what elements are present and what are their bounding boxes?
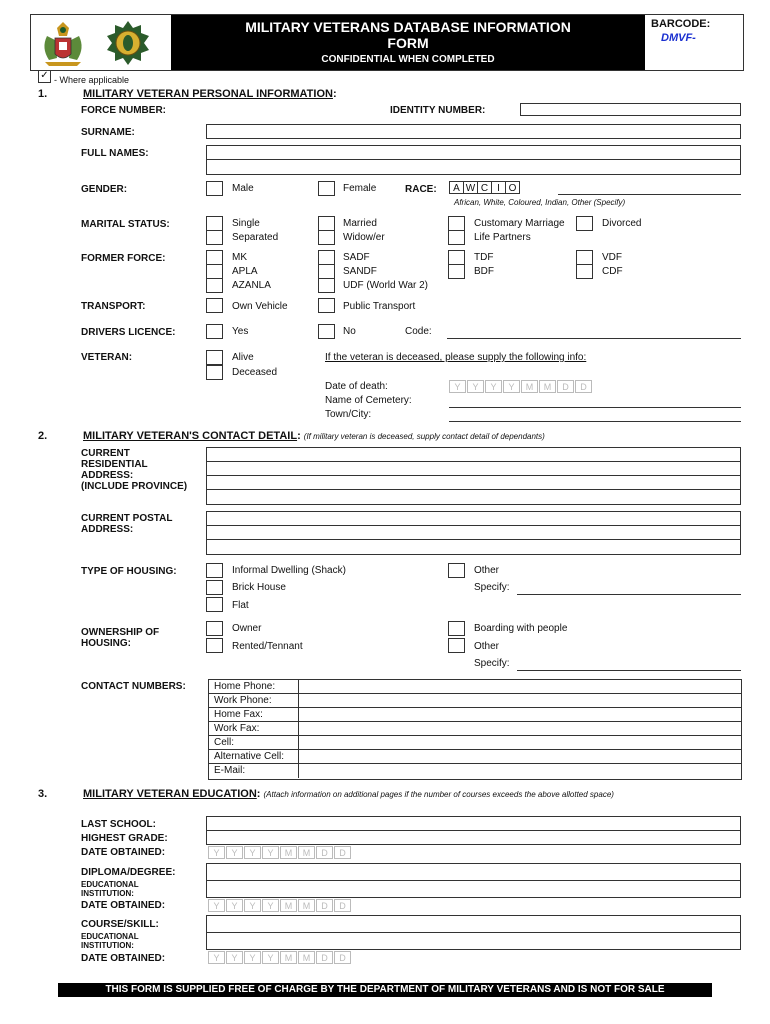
tdf-checkbox[interactable] bbox=[448, 250, 465, 265]
widower-label: Widow/er bbox=[343, 232, 385, 243]
apla-checkbox[interactable] bbox=[206, 264, 223, 279]
azanla-checkbox[interactable] bbox=[206, 278, 223, 293]
housing-specify-label: Specify: bbox=[474, 582, 510, 593]
footer-text: THIS FORM IS SUPPLIED FREE OF CHARGE BY THE DEPARTMENT OF MILITARY VETERANS AND IS NOT FOR SALE bbox=[105, 984, 665, 995]
coat-of-arms-logo bbox=[37, 18, 89, 68]
full-names-label: FULL NAMES: bbox=[81, 148, 149, 159]
licence-yes-checkbox[interactable] bbox=[206, 324, 223, 339]
licence-yes-label: Yes bbox=[232, 326, 249, 337]
divorced-label: Divorced bbox=[602, 218, 642, 229]
ownership-other-label: Other bbox=[474, 641, 500, 652]
bdf-label: BDF bbox=[474, 266, 494, 277]
diploma-date-cells[interactable]: Y Y Y Y M M D D bbox=[208, 899, 352, 912]
race-code-c[interactable]: C bbox=[477, 181, 492, 194]
race-code-o[interactable]: O bbox=[505, 181, 520, 194]
contact-row-work-phone[interactable]: Work Phone: bbox=[209, 694, 741, 708]
udf-label: UDF (World War 2) bbox=[343, 280, 428, 291]
course-label: COURSE/SKILL: bbox=[81, 919, 159, 930]
identity-number-label: IDENTITY NUMBER: bbox=[390, 105, 486, 116]
ownership-specify-label: Specify: bbox=[474, 658, 510, 669]
apla-label: APLA bbox=[232, 266, 258, 277]
own-vehicle-checkbox[interactable] bbox=[206, 298, 223, 313]
sadf-checkbox[interactable] bbox=[318, 250, 335, 265]
deceased-note: If the veteran is deceased, please supply the following info: bbox=[325, 352, 587, 363]
separated-label: Separated bbox=[232, 232, 279, 243]
housing-type-label: TYPE OF HOUSING: bbox=[81, 566, 177, 577]
ownership-specify-line[interactable] bbox=[517, 670, 741, 671]
form-title-line2: FORM bbox=[387, 35, 429, 51]
school-field[interactable] bbox=[206, 816, 741, 845]
life-partners-checkbox[interactable] bbox=[448, 230, 465, 245]
sandf-label: SANDF bbox=[343, 266, 377, 277]
school-date-cells[interactable]: Y Y Y Y M M D D bbox=[208, 846, 352, 859]
postal-address-label: CURRENT POSTAL ADDRESS: bbox=[81, 513, 173, 535]
licence-code-line[interactable] bbox=[447, 338, 741, 339]
residential-address-label: CURRENT RESIDENTIAL ADDRESS: (INCLUDE PROVINCE) bbox=[81, 448, 188, 492]
mk-checkbox[interactable] bbox=[206, 250, 223, 265]
mk-label: MK bbox=[232, 252, 247, 263]
housing-other-checkbox[interactable] bbox=[448, 563, 465, 578]
cemetery-label: Name of Cemetery: bbox=[325, 395, 412, 406]
ownership-label: OWNERSHIP OF HOUSING: bbox=[81, 627, 160, 649]
drivers-licence-label: DRIVERS LICENCE: bbox=[81, 327, 176, 338]
public-transport-label: Public Transport bbox=[343, 301, 416, 312]
contact-row-cell[interactable]: Cell: bbox=[209, 736, 741, 750]
licence-no-label: No bbox=[343, 326, 356, 337]
rented-label: Rented/Tennant bbox=[232, 641, 303, 652]
force-number-label: FORCE NUMBER: bbox=[81, 105, 166, 116]
barcode-label: BARCODE: bbox=[651, 18, 711, 30]
alive-label: Alive bbox=[232, 352, 254, 363]
housing-other-label: Other bbox=[474, 565, 500, 576]
brick-house-label: Brick House bbox=[232, 582, 286, 593]
diploma-institution-label: EDUCATIONAL INSTITUTION: bbox=[81, 880, 139, 898]
residential-address-field[interactable] bbox=[206, 447, 741, 505]
course-date-label: DATE OBTAINED: bbox=[81, 953, 166, 964]
section3-title: MILITARY VETERAN EDUCATION: (Attach information on additional pages if the number of courses exceeds the above allotted space) bbox=[83, 788, 614, 800]
highest-grade-label: HIGHEST GRADE: bbox=[81, 833, 168, 844]
contact-row-email[interactable]: E-Mail: bbox=[209, 764, 741, 778]
diploma-field[interactable] bbox=[206, 863, 741, 898]
diploma-label: DIPLOMA/DEGREE: bbox=[81, 867, 176, 878]
contact-row-home-phone[interactable]: Home Phone: bbox=[209, 680, 741, 694]
identity-number-field[interactable] bbox=[520, 103, 741, 116]
bdf-checkbox[interactable] bbox=[448, 264, 465, 279]
cemetery-line[interactable] bbox=[449, 407, 741, 408]
section2-number: 2. bbox=[38, 430, 48, 442]
owner-label: Owner bbox=[232, 623, 262, 634]
separated-checkbox[interactable] bbox=[206, 230, 223, 245]
town-line[interactable] bbox=[449, 421, 741, 422]
marital-status-label: MARITAL STATUS: bbox=[81, 219, 170, 230]
surname-label: SURNAME: bbox=[81, 127, 135, 138]
course-date-cells[interactable]: Y Y Y Y M M D D bbox=[208, 951, 352, 964]
veterans-emblem-logo bbox=[105, 20, 151, 66]
contact-row-home-fax[interactable]: Home Fax: bbox=[209, 708, 741, 722]
last-school-label: LAST SCHOOL: bbox=[81, 819, 156, 830]
boarding-checkbox[interactable] bbox=[448, 621, 465, 636]
sadf-label: SADF bbox=[343, 252, 370, 263]
boarding-label: Boarding with people bbox=[474, 623, 568, 634]
postal-address-field[interactable] bbox=[206, 511, 741, 555]
footer-banner bbox=[58, 983, 712, 997]
contact-numbers-table bbox=[208, 679, 742, 780]
surname-field[interactable] bbox=[206, 124, 741, 139]
cdf-label: CDF bbox=[602, 266, 623, 277]
male-checkbox[interactable] bbox=[206, 181, 223, 196]
informal-dwelling-label: Informal Dwelling (Shack) bbox=[232, 565, 346, 576]
where-applicable-note: - Where applicable bbox=[54, 75, 130, 85]
brick-house-checkbox[interactable] bbox=[206, 580, 223, 595]
transport-label: TRANSPORT: bbox=[81, 301, 146, 312]
female-label: Female bbox=[343, 183, 377, 194]
vdf-checkbox[interactable] bbox=[576, 250, 593, 265]
race-code-w[interactable]: W bbox=[463, 181, 478, 194]
deceased-label: Deceased bbox=[232, 367, 278, 378]
owner-checkbox[interactable] bbox=[206, 621, 223, 636]
flat-label: Flat bbox=[232, 600, 249, 611]
deceased-checkbox[interactable] bbox=[206, 365, 223, 380]
full-names-field[interactable] bbox=[206, 145, 741, 175]
former-force-label: FORMER FORCE: bbox=[81, 253, 166, 264]
race-note: African, White, Coloured, Indian, Other (Specify) bbox=[454, 198, 626, 207]
widower-checkbox[interactable] bbox=[318, 230, 335, 245]
race-code-i[interactable]: I bbox=[491, 181, 506, 194]
customary-marriage-label: Customary Marriage bbox=[474, 218, 565, 229]
vdf-label: VDF bbox=[602, 252, 622, 263]
date-of-death-label: Date of death: bbox=[325, 381, 388, 392]
married-checkbox[interactable] bbox=[318, 216, 335, 231]
single-checkbox[interactable] bbox=[206, 216, 223, 231]
ownership-other-checkbox[interactable] bbox=[448, 638, 465, 653]
married-label: Married bbox=[343, 218, 377, 229]
male-label: Male bbox=[232, 183, 254, 194]
customary-marriage-checkbox[interactable] bbox=[448, 216, 465, 231]
public-transport-checkbox[interactable] bbox=[318, 298, 335, 313]
housing-specify-line[interactable] bbox=[517, 594, 741, 595]
header bbox=[30, 14, 744, 71]
race-code-a[interactable]: A bbox=[449, 181, 464, 194]
section1-title: MILITARY VETERAN PERSONAL INFORMATION: bbox=[83, 88, 337, 100]
alive-checkbox[interactable] bbox=[206, 350, 223, 365]
checkmark-icon: ✓ bbox=[38, 70, 51, 83]
single-label: Single bbox=[232, 218, 260, 229]
school-date-label: DATE OBTAINED: bbox=[81, 847, 166, 858]
licence-no-checkbox[interactable] bbox=[318, 324, 335, 339]
section2-title: MILITARY VETERAN'S CONTACT DETAIL: (If military veteran is deceased, supply contact detail of dependants) bbox=[83, 430, 545, 442]
sandf-checkbox[interactable] bbox=[318, 264, 335, 279]
course-institution-label: EDUCATIONAL INSTITUTION: bbox=[81, 932, 139, 950]
flat-checkbox[interactable] bbox=[206, 597, 223, 612]
race-label: RACE: bbox=[405, 184, 437, 195]
contact-row-work-fax[interactable]: Work Fax: bbox=[209, 722, 741, 736]
licence-code-label: Code: bbox=[405, 326, 432, 337]
gender-label: GENDER: bbox=[81, 184, 128, 195]
life-partners-label: Life Partners bbox=[474, 232, 531, 243]
veteran-label: VETERAN: bbox=[81, 352, 133, 363]
diploma-date-label: DATE OBTAINED: bbox=[81, 900, 166, 911]
course-field[interactable] bbox=[206, 915, 741, 950]
contact-numbers-label: CONTACT NUMBERS: bbox=[81, 681, 186, 692]
section3-number: 3. bbox=[38, 788, 48, 800]
udf-checkbox[interactable] bbox=[318, 278, 335, 293]
town-label: Town/City: bbox=[325, 409, 372, 420]
form-title-line1: MILITARY VETERANS DATABASE INFORMATION bbox=[245, 19, 571, 35]
female-checkbox[interactable] bbox=[318, 181, 335, 196]
rented-checkbox[interactable] bbox=[206, 638, 223, 653]
form-subtitle: CONFIDENTIAL WHEN COMPLETED bbox=[321, 54, 495, 65]
section1-number: 1. bbox=[38, 88, 48, 100]
informal-dwelling-checkbox[interactable] bbox=[206, 563, 223, 578]
title-block bbox=[171, 15, 645, 70]
own-vehicle-label: Own Vehicle bbox=[232, 301, 288, 312]
contact-row-alt-cell[interactable]: Alternative Cell: bbox=[209, 750, 741, 764]
race-other-specify-line[interactable] bbox=[558, 194, 741, 195]
race-code-cells[interactable] bbox=[449, 181, 519, 194]
barcode-value: DMVF- bbox=[661, 32, 696, 44]
date-of-death-cells[interactable]: Y Y Y Y M M D D bbox=[449, 380, 593, 393]
azanla-label: AZANLA bbox=[232, 280, 271, 291]
tdf-label: TDF bbox=[474, 252, 494, 263]
divorced-checkbox[interactable] bbox=[576, 216, 593, 231]
cdf-checkbox[interactable] bbox=[576, 264, 593, 279]
